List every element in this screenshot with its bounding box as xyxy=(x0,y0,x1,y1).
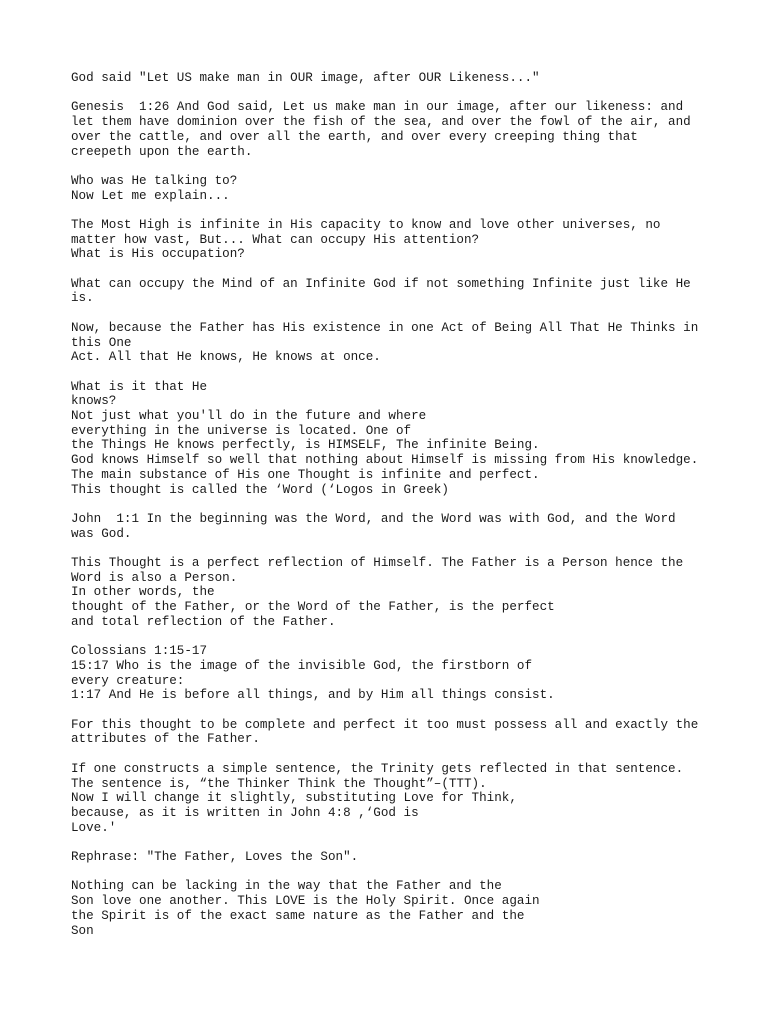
paragraph xyxy=(71,100,751,159)
text-line: Genesis 1:26 And God said, Let us make man in our image, after our likeness: and xyxy=(71,100,684,115)
paragraph xyxy=(71,71,751,86)
text-line: Colossians 1:15-17 xyxy=(71,644,208,659)
text-line: John 1:1 In the beginning was the Word, and the Word was with God, and the Word xyxy=(71,511,676,526)
text-line: everything in the universe is located. One of xyxy=(71,423,412,438)
text-line: Now, because the Father has His existence in one Act of Being All That He Thinks in xyxy=(71,320,699,335)
text-line: In other words, the xyxy=(71,585,215,600)
text-line: Son xyxy=(71,923,94,938)
text-line: Act. All that He knows, He knows at once. xyxy=(71,350,381,365)
paragraph xyxy=(71,556,751,630)
text-line: For this thought to be complete and perfect it too must possess all and exactly the xyxy=(71,717,699,732)
paragraph xyxy=(71,321,751,365)
text-line: was God. xyxy=(71,526,132,541)
paragraph xyxy=(71,718,751,747)
text-line: knows? xyxy=(71,394,117,409)
text-line: the Spirit is of the exact same nature as the Father and the xyxy=(71,908,525,923)
text-line: is. xyxy=(71,291,94,306)
paragraph xyxy=(71,850,751,865)
text-line: over the cattle, and over all the earth, and over every creeping thing that xyxy=(71,129,638,144)
text-line: The main substance of His one Thought is infinite and perfect. xyxy=(71,467,540,482)
paragraph xyxy=(71,380,751,498)
paragraph xyxy=(71,644,751,703)
document-page xyxy=(71,71,751,953)
paragraph xyxy=(71,218,751,262)
text-line: every creature: xyxy=(71,673,185,688)
text-line: The Most High is infinite in His capacity to know and love other universes, no xyxy=(71,217,661,232)
text-line: Now Let me explain... xyxy=(71,188,230,203)
paragraph xyxy=(71,762,751,836)
text-line: If one constructs a simple sentence, the Trinity gets reflected in that sentence. xyxy=(71,761,684,776)
paragraph xyxy=(71,879,751,938)
text-line: Son love one another. This LOVE is the Holy Spirit. Once again xyxy=(71,894,540,909)
text-line: God said "Let US make man in OUR image, after OUR Likeness..." xyxy=(71,71,540,85)
text-line: let them have dominion over the fish of the sea, and over the fowl of the air, and xyxy=(71,115,691,130)
text-line: God knows Himself so well that nothing about Himself is missing from His knowledge. xyxy=(71,453,699,468)
text-line: and total reflection of the Father. xyxy=(71,614,336,629)
text-line: What is it that He xyxy=(71,379,208,394)
text-line: Word is also a Person. xyxy=(71,570,238,585)
paragraph xyxy=(71,174,751,203)
paragraph xyxy=(71,277,751,306)
text-line: Love.' xyxy=(71,820,117,835)
text-line: Now I will change it slightly, substituting Love for Think, xyxy=(71,791,517,806)
text-line: because, as it is written in John 4:8 ,‘God is xyxy=(71,805,419,820)
text-line: attributes of the Father. xyxy=(71,732,260,747)
text-line: Not just what you'll do in the future and where xyxy=(71,409,427,424)
text-line: Who was He talking to? xyxy=(71,173,238,188)
text-line: This thought is called the ‘Word (‘Logos in Greek) xyxy=(71,482,449,497)
text-line: This Thought is a perfect reflection of Himself. The Father is a Person hence the xyxy=(71,556,684,571)
paragraph xyxy=(71,512,751,541)
text-line: Rephrase: "The Father, Loves the Son". xyxy=(71,850,359,865)
text-line: The sentence is, “the Thinker Think the Thought”–(TTT). xyxy=(71,776,487,791)
text-line: Nothing can be lacking in the way that the Father and the xyxy=(71,879,502,894)
text-line: the Things He knows perfectly, is HIMSELF, The infinite Being. xyxy=(71,438,540,453)
text-line: this One xyxy=(71,335,132,350)
text-line: creepeth upon the earth. xyxy=(71,144,253,159)
text-line: matter how vast, But... What can occupy His attention? xyxy=(71,232,480,247)
text-line: What is His occupation? xyxy=(71,247,245,262)
text-line: 1:17 And He is before all things, and by Him all things consist. xyxy=(71,688,555,703)
text-line: What can occupy the Mind of an Infinite God if not something Infinite just like He xyxy=(71,276,691,291)
text-line: thought of the Father, or the Word of the Father, is the perfect xyxy=(71,600,555,615)
text-line: 15:17 Who is the image of the invisible God, the firstborn of xyxy=(71,658,533,673)
